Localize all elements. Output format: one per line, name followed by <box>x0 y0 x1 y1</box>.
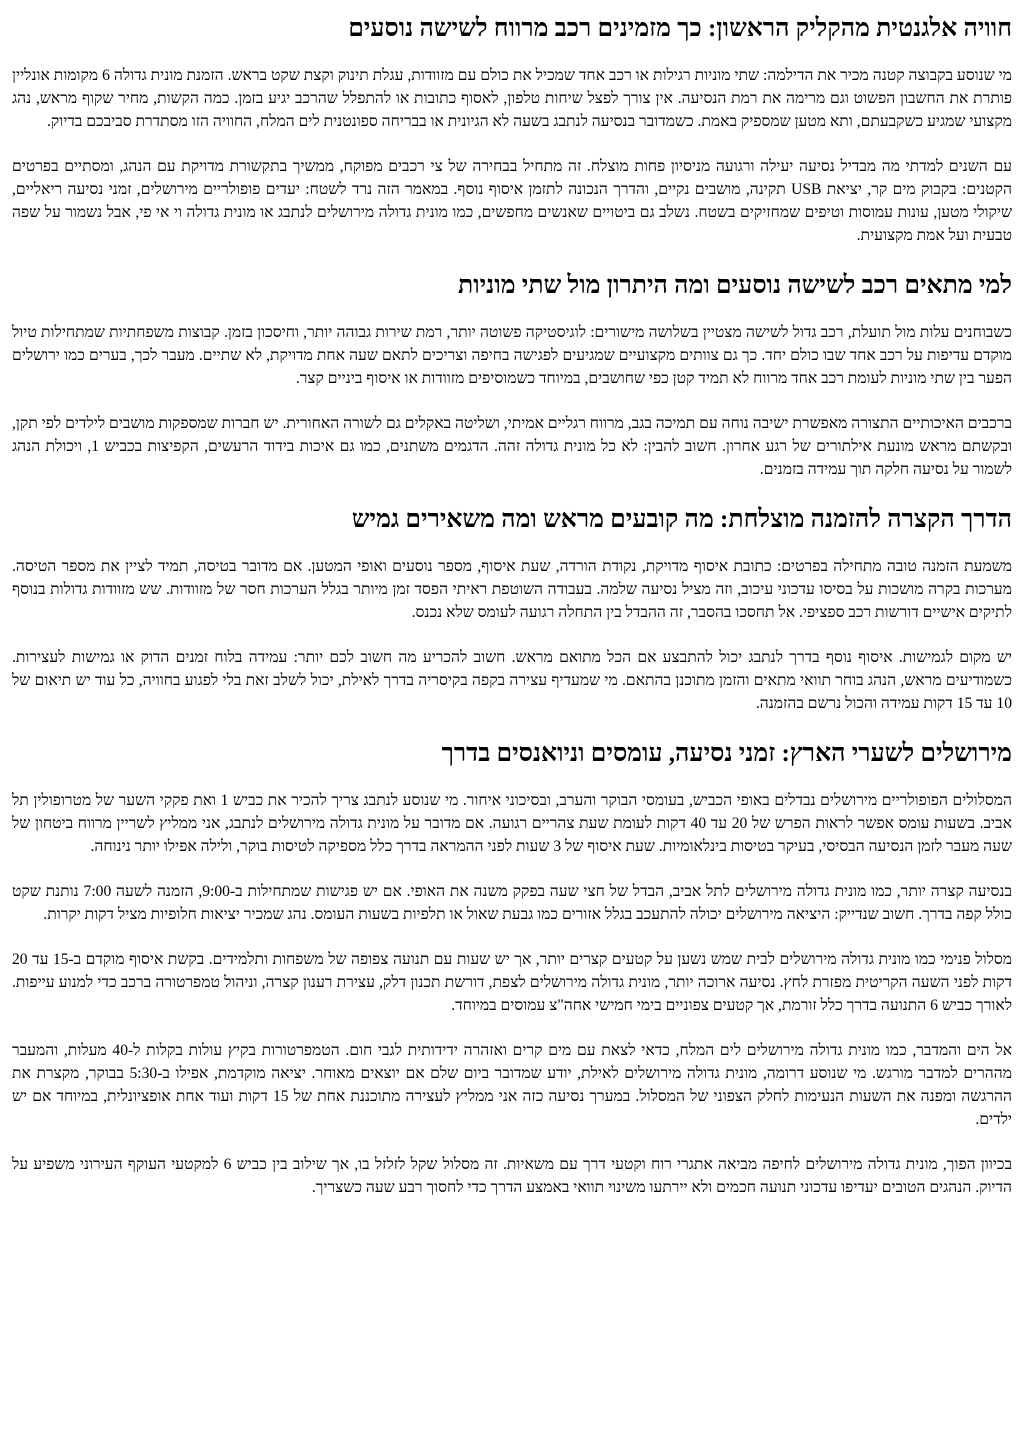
paragraph: מסלול פנימי כמו מונית גדולה מירושלים לבית שמש נשען על קטעים קצרים יותר, אך יש שעות עם תנועה צפופה של משפחות ותלמידים. בקשת איסוף מוקדם ב-15 עד 20 דקות לפני השעה הקריטית מפזרת לחץ. נסיעה ארוכה יותר, מונית גדולה מירושלים לצפת, דורשת תכנון דלק, עצירת רענון קצרה, וניהול טמפרטורה ברכב כדי למנוע עייפות. לאורך כביש 6 התנועה בדרך כלל זורמת, אך קטעים צפוניים בימי חמישי אחה"צ עמוסים במיוחד. <box>12 951 1012 1014</box>
paragraph: ברכבים האיכותיים התצורה מאפשרת ישיבה נוחה עם תמיכה בגב, מרווח רגליים אמיתי, ושליטה באקלים גם לשורה האחורית. יש חברות שמספקות מושבים לילדים לפי תקן, ובקשתם מראש מונעת אילתורים של רגע אחרון. חשוב להבין: לא כל מונית גדולה זהה. הדגמים משתנים, כמו גם איכות בידוד הרעשים, הקפיצות בכביש 1, ויכולת הנהג לשמור על נסיעה חלקה תוך עמידה בזמנים. <box>12 415 1012 478</box>
paragraph: משמעת הזמנה טובה מתחילה בפרטים: כתובת איסוף מדויקת, נקודת הורדה, שעת איסוף, מספר נוסעים ואופי המטען. אם מדובר בטיסה, תמיד לציין את מספר הטיסה. מערכות בקרה מושכות על בסיסו עדכוני עיכוב, וזה מציל נסיעה שלמה. בעבודה השוטפת ראיתי הפסד זמן מיותר בגלל הערכות חסר של מזוודות. שש מזוודות גדולות בנוסף לתיקים אישיים דורשות רכב ספציפי. אל תחסכו בהסבר, זה ההבדל בין התחלה רגועה לעומס שלא נכנס. <box>12 558 1012 621</box>
section-routes <box>12 737 1012 1199</box>
paragraph: יש מקום לגמישות. איסוף נוסף בדרך לנתבג יכול להתבצע אם הכל מתואם מראש. חשוב להכריע מה חשוב לכם יותר: עמידה בלוח זמנים הדוק או גמישות לעצירות. כשמודיעים מראש, הנהג בוחר תוואי מתאים והזמן מתוכנן בהתאם. מי שמעדיף עצירה בקפה בקיסריה בדרך לאילת, יכול לשלב זאת בלי לפגוע בחוויה, כל עוד יש תיאום של 10 עד 15 דקות עמידה והכול נרשם בהזמנה. <box>12 649 1012 712</box>
paragraph: המסלולים הפופולריים מירושלים נבדלים באופי הכביש, בעומסי הבוקר והערב, ובסיכוני איחור. מי שנוסע לנתבג צריך להכיר את כביש 1 ואת פקקי השער של מטרופולין תל אביב. בשעות עומס אפשר לראות הפרש של 20 עד 40 דקות לעומת שעת צהריים רגועה. אם מדובר על מונית גדולה מירושלים לנתבג, אני ממליץ לשריין מרווח ביטחון של שעה מעבר לזמן הנסיעה הבסיסי, בעיקר בטיסות בינלאומיות. שעת איסוף של 3 שעות לפני ההמראה בדרך כלל מספיקה לטיסות בוקר, ולילה אפילו יותר נינוחה. <box>12 792 1012 855</box>
section-heading: למי מתאים רכב לשישה נוסעים ומה היתרון מול שתי מוניות <box>457 272 1012 299</box>
paragraph: בנסיעה קצרה יותר, כמו מונית גדולה מירושלים לתל אביב, הבדל של חצי שעה בפקק משנה את האופי. אם יש פגישות שמתחילות ב-9:00, הזמנה לשעה 7:00 נותנת שקט כולל קפה בדרך. חשוב שנדייק: היציאה מירושלים יכולה להתעכב בגלל אזורים כמו גבעת שאול או תלפיות בשעות העומס. נהג שמכיר יציאות חלופיות מציל דקות יקרות. <box>12 883 1012 923</box>
section-booking <box>12 503 1012 715</box>
section-heading: מירושלים לשערי הארץ: זמני נסיעה, עומסים וניואנסים בדרך <box>441 740 1012 767</box>
section-heading: הדרך הקצרה להזמנה מוצלחת: מה קובעים מראש ומה משאירים גמיש <box>351 506 1012 533</box>
paragraph: עם השנים למדתי מה מבדיל נסיעה יעילה ורגועה מניסיון פחות מוצלח. זה מתחיל בבחירה של צי רכבים מפוקח, ממשיך בתקשורת מדויקת עם הנהג, ומסתיים בפרטים הקטנים: בקבוק מים קר, יציאת USB תקינה, מושבים נקיים, והדרך הנכונה לתזמן איסוף נוסף. במאמר הזה נרד לשטח: יעדים פופולריים מירושלים, זמני נסיעה ריאליים, שיקולי מטען, עונות עמוסות וטיפים שמחזיקים בשטח. נשלב גם ביטויים שאנשים מחפשים, כמו מונית גדולה מירושלים לנתבג או מונית גדולה וי אי פי, אבל נשמור על שפה טבעית ועל אמת מקצועית. <box>12 158 1012 244</box>
intro-section <box>12 64 1012 247</box>
paragraph: בכיוון הפוך, מונית גדולה מירושלים לחיפה מביאה אתגרי רוח וקטעי דרך עם משאיות. זה מסלול שקל לזלזל בו, אך שילוב בין כביש 6 למקטעי העוקף העירוני משפיע על הדיוק. הנהגים הטובים יעדיפו עדכוני תנועה חכמים ולא יירתעו משינוי תוואי באמצע הדרך כדי לחסוך רבע שעה כשצריך. <box>12 1156 1012 1196</box>
paragraph: אל הים והמדבר, כמו מונית גדולה מירושלים לים המלח, כדאי לצאת עם מים קרים ואזהרה ידידותית לגבי חום. הטמפרטורות בקיץ עולות בקלות ל-40 מעלות, והמעבר מההרים למדבר מורגש. מי שנוסע דרומה, מונית גדולה מירושלים לאילת, יודע שמדובר ביום שלם אם יוצאים מאוחר. יציאה מוקדמת, אפילו ב-5:30 בבוקר, מקצרת את ההרגשה ומפנה את השעות הנעימות לחלק הצפוני של המסלול. במערך נסיעה כזה אני ממליץ לעצירה מתוכננת אחת של 15 דקות ועוד אחת אופציונלית, במיוחד אם יש ילדים. <box>12 1042 1013 1128</box>
section-who-fits <box>12 269 1012 481</box>
article-title: חוויה אלגנטית מהקליק הראשון: כך מזמינים רכב מרווח לשישה נוסעים <box>348 15 1012 42</box>
paragraph: מי שנוסע בקבוצה קטנה מכיר את הדילמה: שתי מוניות רגילות או רכב אחד שמכיל את כולם עם מזוודות, עגלת תינוק וקצת שקט בראש. הזמנת מונית גדולה 6 מקומות אונליין פותרת את החשבון הפשוט וגם מרימה את רמת הנסיעה. אין צורך לפצל שיחות טלפון, לאסוף כתובות או להתפלל שהרכב יגיע בזמן. כמה הקשות, מחיר שקוף מראש, נהג מקצועי שמגיע כשקבעתם, ותא מטען שמספיק באמת. כשמדובר בנסיעה לנתבג בשעה לא הגיונית או בבריחה ספונטנית לים המלח, החוויה הזו מסתדרת סביבכם בדיוק. <box>12 67 1013 130</box>
paragraph: כשבוחנים עלות מול תועלת, רכב גדול לשישה מצטיין בשלושה מישורים: לוגיסטיקה פשוטה יותר, רמת שירות גבוהה יותר, וחיסכון בזמן. קבוצות משפחתיות שמתחילות טיול מוקדם עדיפות על רכב אחד שבו כולם יחד. כך גם צוותים מקצועיים שמגיעים לפגישה בחיפה וצריכים לתאם שעה אחת מדויקת, לא שתיים. מעבר לכך, בערים כמו ירושלים הפער בין שתי מוניות לעומת רכב אחד מרווח לא תמיד קטן כפי שחושבים, במיוחד כשמוסיפים מזוודות או איסוף ביניים קצר. <box>12 324 1012 387</box>
